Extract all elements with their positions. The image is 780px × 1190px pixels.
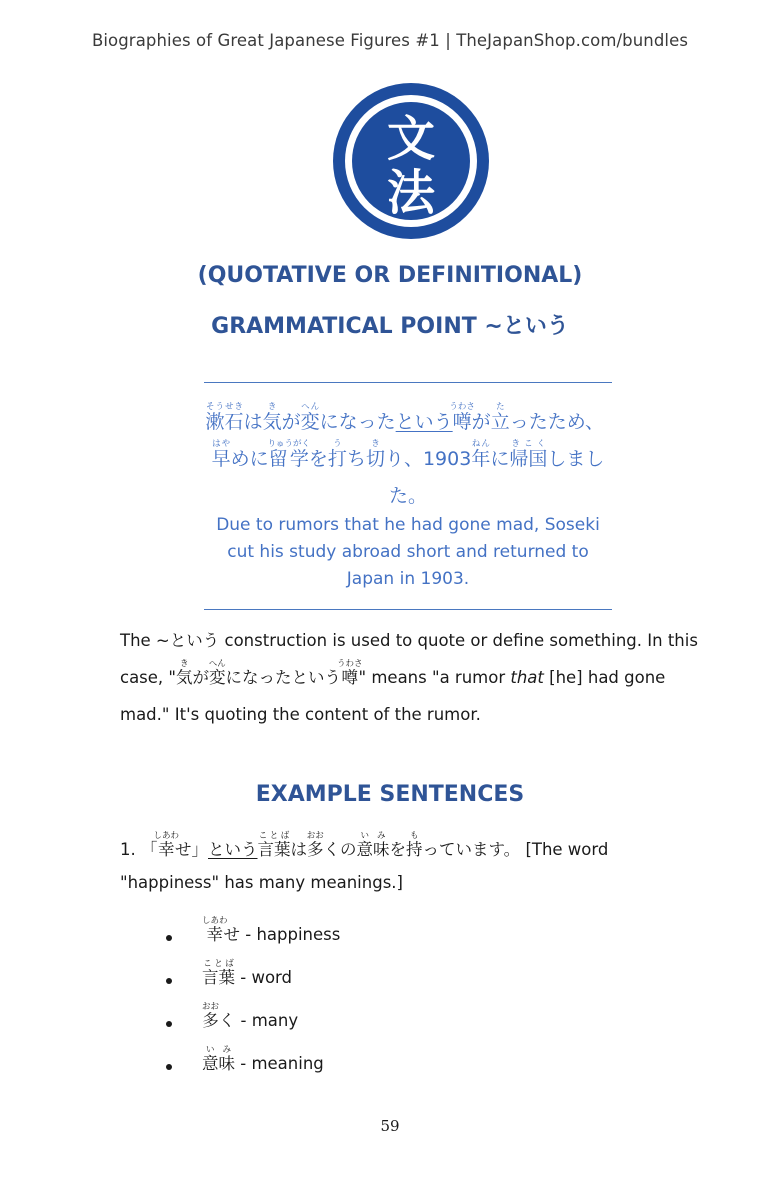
highlight-toiu: という [395,411,453,433]
grammar-badge-icon [332,82,490,240]
divider-top [204,382,612,383]
logo-char-bottom: 法 [386,165,436,221]
logo-char-top: 文 [386,111,436,167]
title-line-2: GRAMMATICAL POINT ~という [211,314,569,339]
section-title: EXAMPLE SENTENCES [255,782,525,807]
bullet-icon [166,935,172,941]
highlight-toiu: という [208,840,258,859]
bullet-icon [166,1064,172,1070]
bullet-icon [166,978,172,984]
quote-english: Due to rumors that he had gone mad, Soseki cut his study abroad short and returned to Japan in 1903. [216,515,600,589]
bullet-icon [166,1021,172,1027]
explanation-paragraph: The ~という construction is used to quote or define something. In this case, "気きが変へんになったという噂うわさ" means "a rumor that [he] had gone mad." It's quoting the content of the rumor. [120,631,698,724]
quote-japanese: 漱石そうせきは気きが変へんになったという噂うわさが立たったため、早はやめに留学りゅうがくを打うち切きり、1903年ねんに帰国きこくしました。 [205,402,605,507]
page-number: 59 [380,1117,400,1135]
running-header: Biographies of Great Japanese Figures #1 | TheJapanShop.com/bundles [91,31,689,50]
divider-bottom [204,609,612,610]
title-line-1: (QUOTATIVE OR DEFINITIONAL) [197,263,583,288]
document-page: Biographies of Great Japanese Figures #1 | TheJapanShop.com/bundles 文 法 (QUOTATIVE OR DEFINITIONAL) GRAMMATICAL POINT ~という 漱石そうせきは気きが変へんになったという噂うわさが立たったため、早はやめに留学りゅうがくを打うち切きり、1903年ねんに帰国きこくしました。 Due to rumors that he had gone mad, Soseki cut his study abroad short and returned to Japan in 1903. The ~という construction is used to quote or define something. In this case, "気きが変へんになったという噂うわさ" means "a rumor that [he] had gone mad." It's quoting the content of the rumor. EXAMPLE SENTENCES 1. 「幸しあわせ」という言葉ことばは多おおくの意味いみを持もっています。 [The word "happiness" has many meanings.] 幸しあわせ - happiness 言葉ことば - word 多おおく - many 意味いみ - meaning 59 [0,0,780,1190]
example-sentence-1: 1. 「幸しあわせ」という言葉ことばは多おおくの意味いみを持もっています。 [The word "happiness" has many meanings.] [120,831,609,892]
